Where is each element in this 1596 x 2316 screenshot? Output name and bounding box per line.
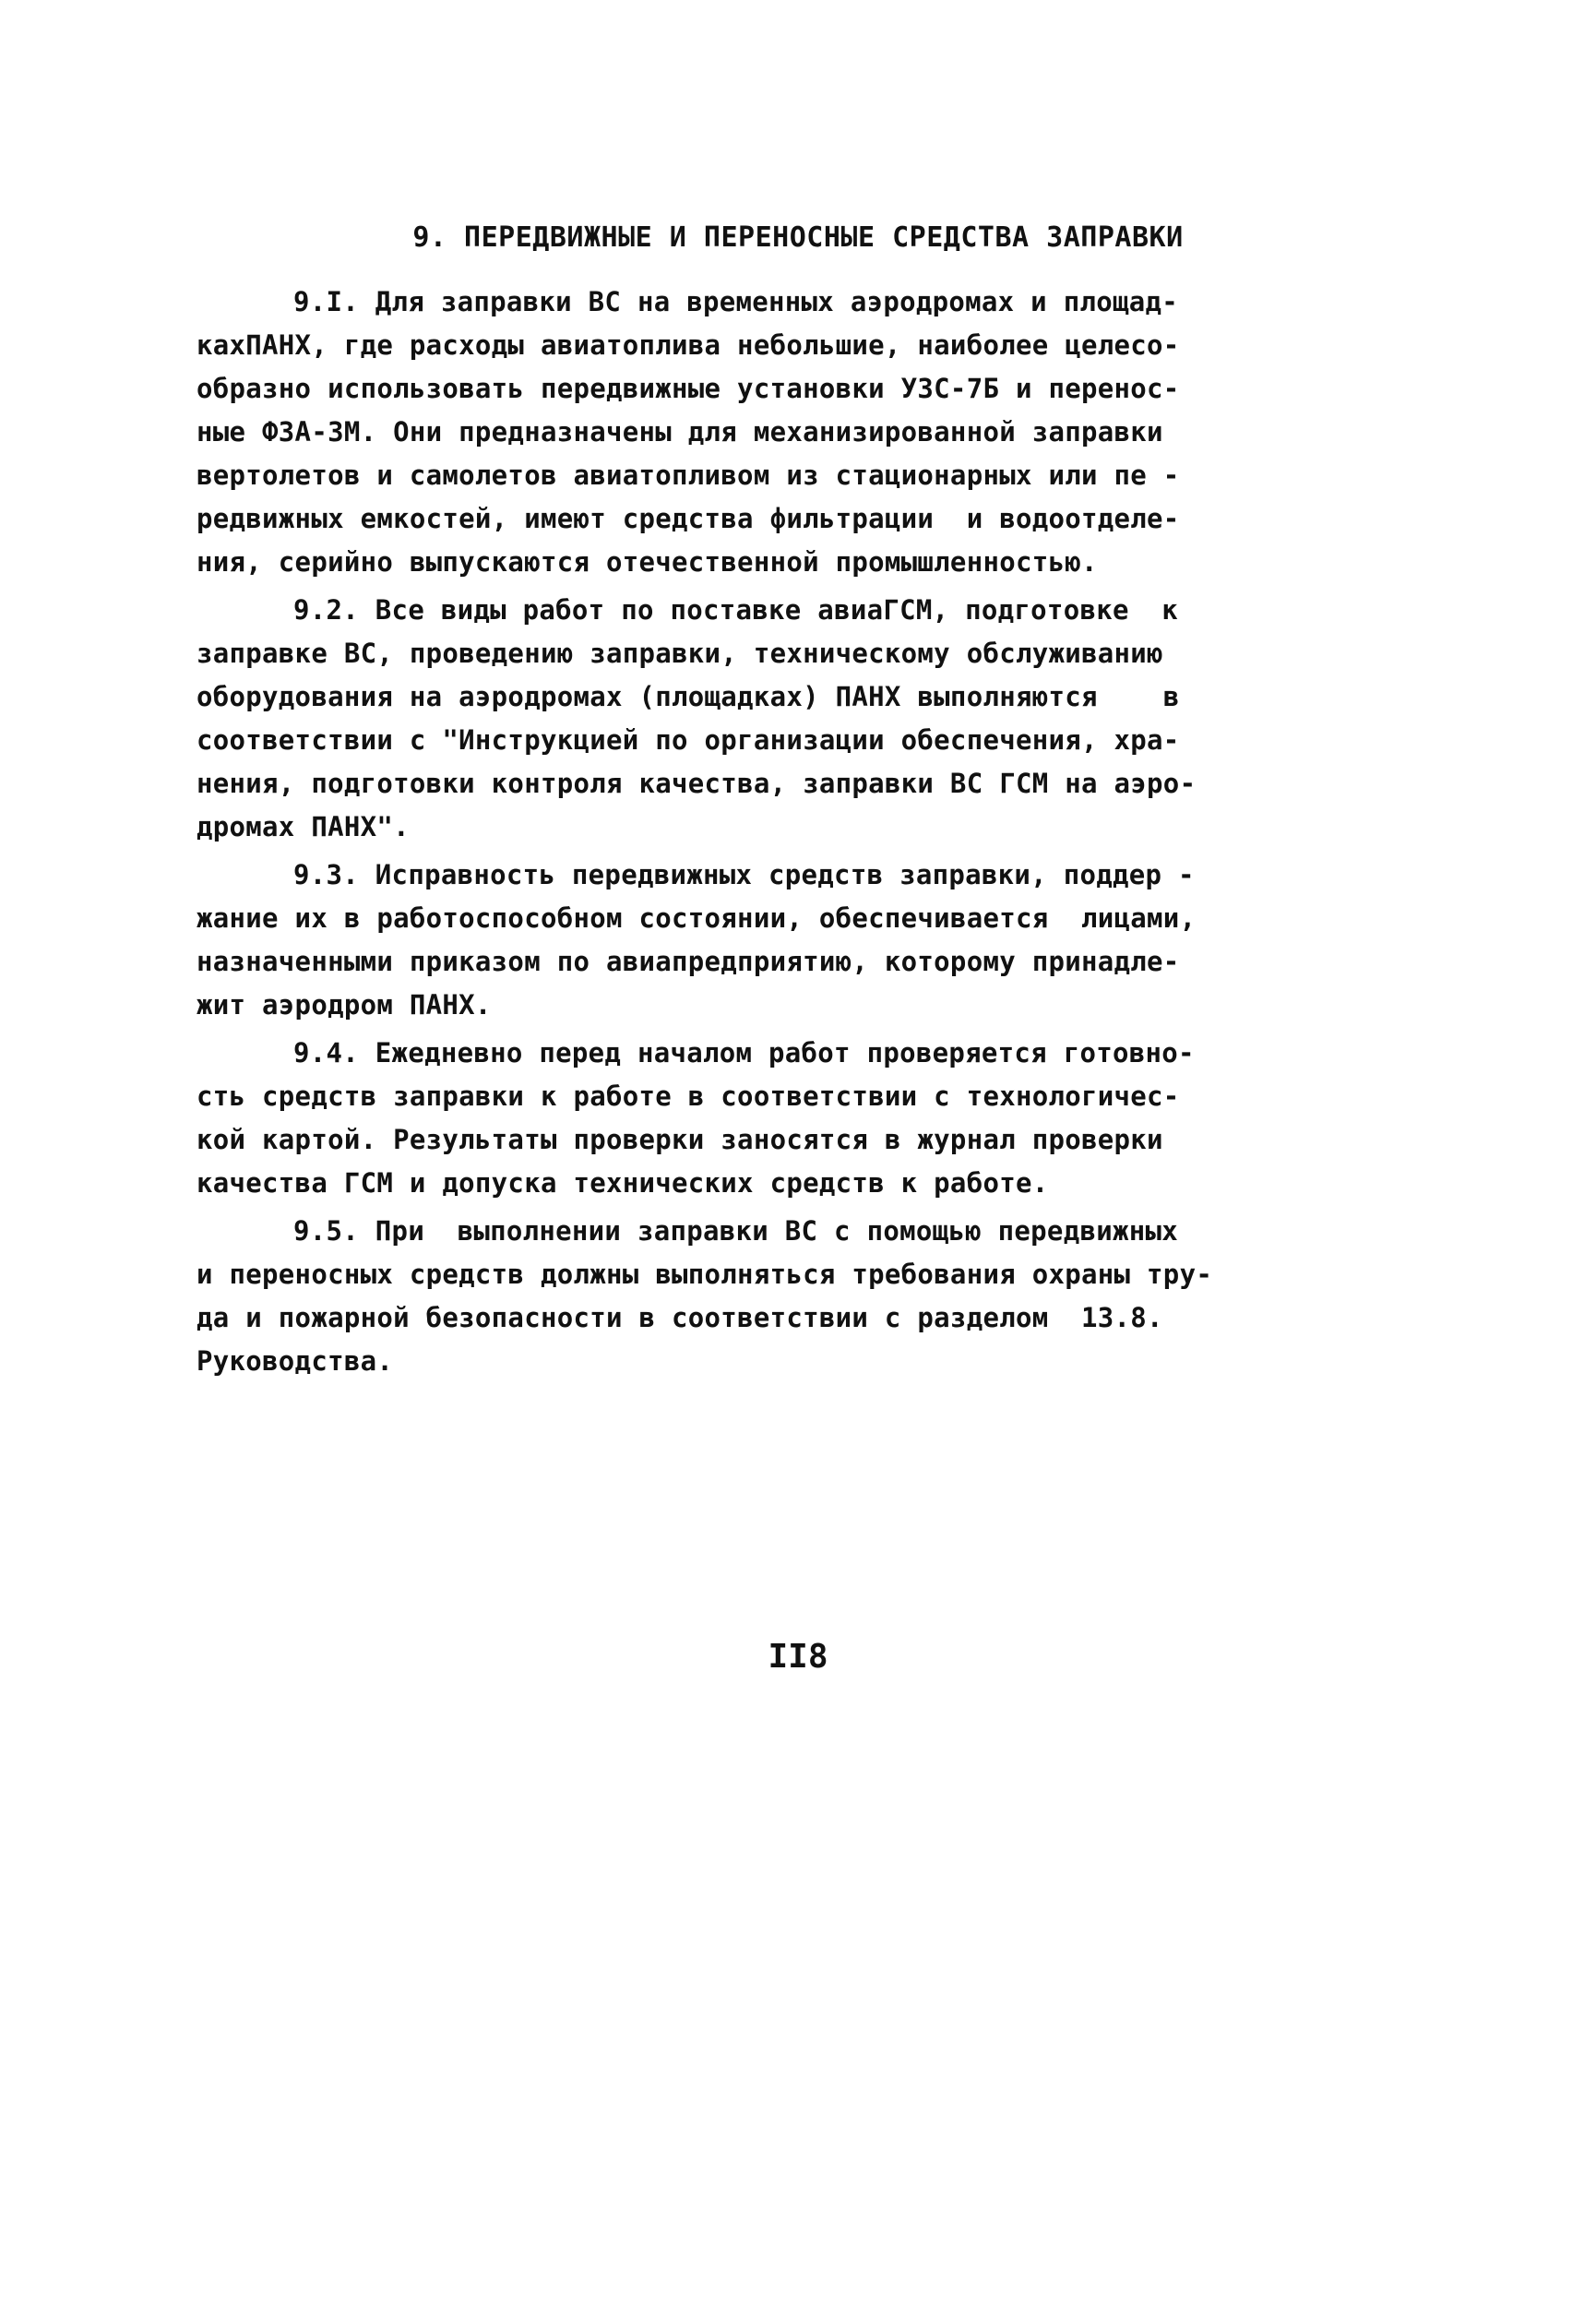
- paragraph-line: кой картой. Результаты проверки заносятся в журнал проверки: [197, 1124, 1163, 1155]
- paragraph-line: качества ГСМ и допуска технических средств к работе.: [197, 1167, 1049, 1199]
- paragraph-line: оборудования на аэродромах (площадках) ПАНХ выполняются в: [197, 681, 1180, 712]
- paragraph-line: ния, серийно выпускаются отечественной промышленностью.: [197, 546, 1098, 578]
- paragraph-line: и переносных средств должны выполняться требования охраны тру-: [197, 1259, 1213, 1290]
- paragraph-line: вертолетов и самолетов авиатопливом из стационарных или пе -: [197, 460, 1180, 491]
- section-heading: 9. ПЕРЕДВИЖНЫЕ И ПЕРЕНОСНЫЕ СРЕДСТВА ЗАПРАВКИ: [412, 221, 1184, 254]
- paragraph-line: ные ФЗА-3М. Они предназначены для механизированной заправки: [197, 416, 1163, 448]
- paragraph-line: Руководства.: [197, 1345, 394, 1377]
- paragraph-line: 9.4. Ежедневно перед началом работ проверяется готовно-: [293, 1037, 1195, 1068]
- paragraph-line: жание их в работоспособном состоянии, обеспечивается лицами,: [197, 902, 1197, 934]
- paragraph-line: соответствии с "Инструкцией по организации обеспечения, хра-: [197, 724, 1180, 756]
- page-number: II8: [768, 1638, 828, 1676]
- paragraph-line: да и пожарной безопасности в соответствии с разделом 13.8.: [197, 1302, 1163, 1333]
- paragraph-line: кахПАНХ, где расходы авиатоплива небольшие, наиболее целесо-: [197, 329, 1180, 361]
- paragraph-line: образно использовать передвижные установки УЗС-7Б и перенос-: [197, 373, 1180, 404]
- paragraph-line: 9.2. Все виды работ по поставке авиаГСМ, подготовке к: [293, 594, 1179, 626]
- paragraph-line: дромах ПАНХ".: [197, 811, 410, 842]
- paragraph-line: нения, подготовки контроля качества, заправки ВС ГСМ на аэро-: [197, 768, 1197, 799]
- paragraph-line: жит аэродром ПАНХ.: [197, 989, 492, 1021]
- paragraph-line: редвижных емкостей, имеют средства фильтрации и водоотделе-: [197, 503, 1180, 534]
- paragraph-line: 9.I. Для заправки ВС на временных аэродромах и площад-: [293, 286, 1179, 317]
- paragraph-line: 9.3. Исправность передвижных средств заправки, поддер -: [293, 859, 1195, 890]
- paragraph-line: назначенными приказом по авиапредприятию, которому принадле-: [197, 946, 1180, 977]
- paragraph-line: 9.5. При выполнении заправки ВС с помощью передвижных: [293, 1215, 1179, 1247]
- paragraph-line: сть средств заправки к работе в соответствии с технологичес-: [197, 1080, 1180, 1112]
- paragraph-line: заправке ВС, проведению заправки, техническому обслуживанию: [197, 638, 1163, 669]
